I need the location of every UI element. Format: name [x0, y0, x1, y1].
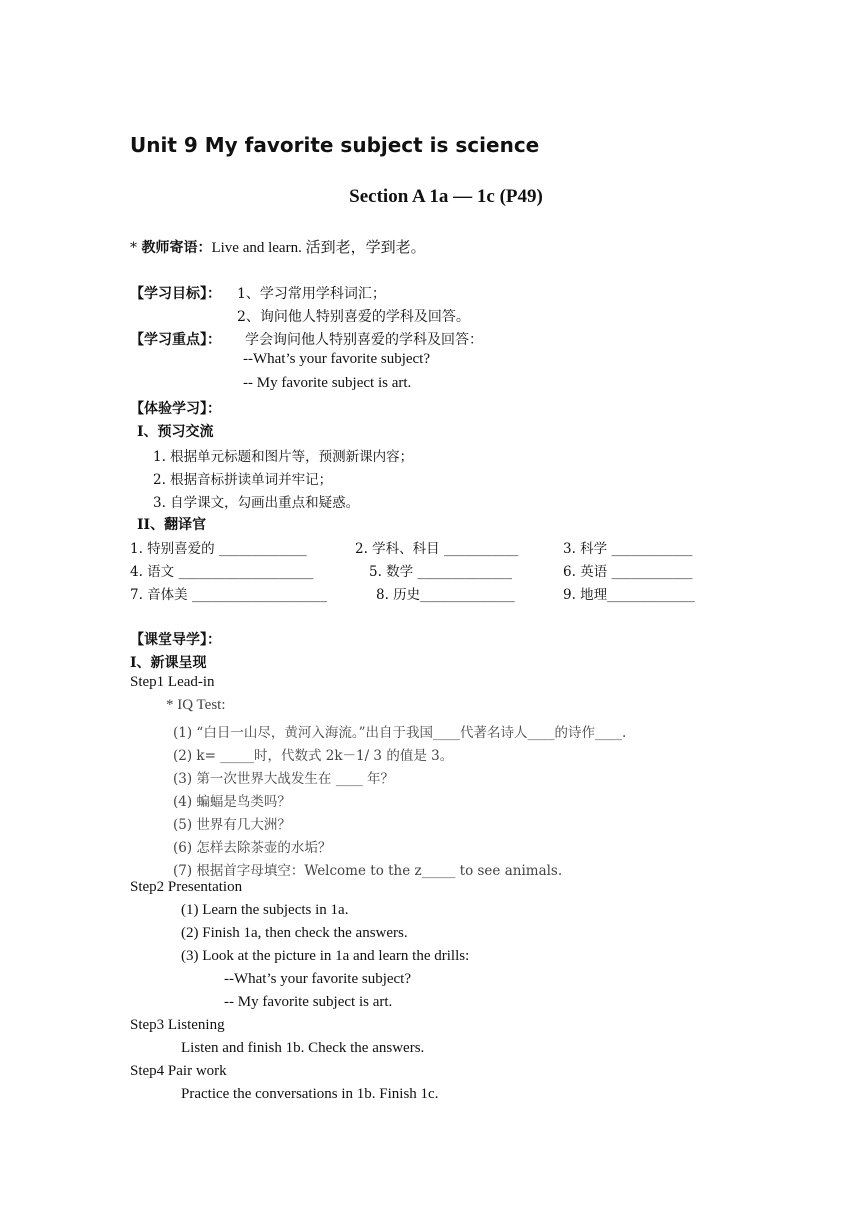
motto-star: * — [130, 240, 137, 256]
drill-answer: -- My favorite subject is art. — [224, 994, 393, 1010]
translate-item: 3. 科学 ____________ — [563, 541, 693, 557]
goals-item-1: 1、学习常用学科词汇； — [237, 286, 386, 302]
experience-label: 【体验学习】： — [130, 401, 221, 417]
iq-item: (2) k= _____时，代数式 2k－1/ 3 的值是 3。 — [173, 748, 454, 764]
step2-item: (3) Look at the picture in 1a and learn the drills: — [181, 948, 470, 964]
translate-item: 9. 地理_____________ — [563, 587, 695, 603]
translate-item: 1. 特别喜爱的 _____________ — [130, 541, 307, 557]
translate-item: 7. 音体美 ____________________ — [130, 587, 327, 603]
iq-item: (5) 世界有几大洲？ — [173, 817, 291, 833]
iq-item: (7) 根据首字母填空：Welcome to the z_____ to see animals. — [173, 863, 563, 879]
teacher-motto — [130, 236, 426, 257]
step2-item: (2) Finish 1a, then check the answers. — [181, 925, 408, 941]
translate-item: 6. 英语 ____________ — [563, 564, 693, 580]
classroom-label: 【课堂导学】： — [130, 632, 221, 648]
translate-item: 2. 学科、科目 ___________ — [355, 541, 519, 557]
step4-heading: Step4 Pair work — [130, 1063, 227, 1079]
keypoints-label: 【学习重点】： — [130, 332, 221, 348]
iq-item: (1) “白日一山尽，黄河入海流。”出自于我国____代著名诗人____的诗作____. — [173, 725, 627, 741]
iq-item: (4) 蝙蝠是鸟类吗？ — [173, 794, 291, 810]
drill-question: --What’s your favorite subject? — [224, 971, 412, 987]
preview-item: 3. 自学课文，勾画出重点和疑惑。 — [153, 495, 360, 511]
translate-item: 5. 数学 ______________ — [369, 564, 512, 580]
motto-label: 教师寄语： — [141, 240, 212, 256]
step2-heading: Step2 Presentation — [130, 879, 243, 895]
goals-label: 【学习目标】： — [130, 286, 221, 302]
translate-item: 8. 历史______________ — [376, 587, 515, 603]
step3-text: Listen and finish 1b. Check the answers. — [181, 1040, 425, 1056]
iq-test-title: * IQ Test: — [166, 697, 226, 713]
translate-heading: II、翻译官 — [137, 517, 207, 533]
iq-item: (3) 第一次世界大战发生在 ____ 年？ — [173, 771, 394, 787]
keypoints-text: 学会询问他人特别喜爱的学科及回答： — [245, 332, 483, 348]
preview-heading: I、预习交流 — [137, 424, 214, 440]
preview-item: 1. 根据单元标题和图片等，预测新课内容； — [153, 449, 414, 465]
keypoints-answer: -- My favorite subject is art. — [243, 375, 412, 391]
step1-heading: Step1 Lead-in — [130, 674, 215, 690]
section-heading: Section A 1a — 1c (P49) — [349, 186, 543, 207]
translate-item: 4. 语文 ____________________ — [130, 564, 314, 580]
iq-item: (6) 怎样去除茶壶的水垢？ — [173, 840, 332, 856]
new-lesson-heading: I、新课呈现 — [130, 655, 207, 671]
keypoints-question: --What’s your favorite subject? — [243, 351, 431, 367]
unit-title: Unit 9 My favorite subject is science — [130, 133, 540, 157]
step2-item: (1) Learn the subjects in 1a. — [181, 902, 349, 918]
preview-item: 2. 根据音标拼读单词并牢记； — [153, 472, 333, 488]
step4-text: Practice the conversations in 1b. Finish 1c. — [181, 1086, 439, 1102]
goals-item-2: 2、询问他人特别喜爱的学科及回答。 — [237, 309, 470, 325]
motto-text: Live and learn. 活到老，学到老。 — [211, 240, 426, 256]
step3-heading: Step3 Listening — [130, 1017, 225, 1033]
